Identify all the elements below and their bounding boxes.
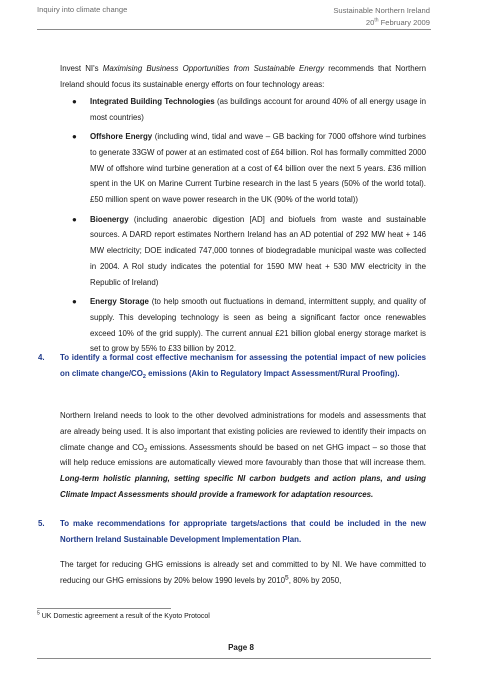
section-number: 5. xyxy=(38,519,45,528)
section-4-heading xyxy=(38,350,426,382)
footnote: $^5$ UK Domestic agreement a result of the Kyoto Protocol xyxy=(37,610,210,620)
intro-paragraph: Invest NI's Maximising Business Opportunities from Sustainable Energy recommends that Northern Ireland should focus its sustainable energy efforts on four technology areas: xyxy=(60,64,427,89)
header-organisation: Sustainable Northern Ireland xyxy=(333,6,430,15)
list-item: ● Offshore Energy (including wind, tidal and wave – GB backing for 7000 offshore wind turbines to generate 33GW of power at an estimated cost of £64 billion. RoI has formally committed 2000 MW of offshore wind turbine generation at a cost of €4 billion over the next 5 years. £36 million spent in the UK on Marine Current Turbine research in the last 5 years (50% of the world total). £50 million spent on wave power research in the UK (90% of the world total)) xyxy=(60,129,426,208)
emphasis-text: Long-term holistic planning, setting specific NI carbon budgets and action plans, and using Climate Impact Assessments should provide a framework for adaptation resources. xyxy=(60,474,426,499)
section-4-paragraph: Northern Ireland needs to look to the other devolved administrations for models and assessments that are already being used. It is also important that existing policies are reviewed to identify their impacts on climate change and $CO_2$ emissions. Assessments should be based on net GHG impact – so those that will help reduce emissions are automatically viewed more favourably than those that will increase them. Long-term holistic planning, setting specific NI carbon budgets and action plans, and using Climate Impact Assessments should provide a framework for adaptation resources. xyxy=(60,411,426,499)
list-item: ● Integrated Building Technologies (as buildings account for around 40% of all energy usage in most countries) xyxy=(60,94,426,126)
section-5-paragraph: The target for reducing GHG emissions is already set and committed to by NI. We have committed to reducing our GHG emissions by 20% below 1990 levels by 2010$^5$, 80% by 2050, xyxy=(60,560,426,585)
footnote-divider xyxy=(37,608,171,609)
bullet-icon: ● xyxy=(72,214,77,224)
bullet-icon: ● xyxy=(72,97,77,106)
section-5-heading xyxy=(38,516,426,548)
list-item: ● Bioenergy (including anaerobic digestion [AD] and biofuels from waste and sustainable sources. A DARD report estimates Northern Ireland has an AD potential of 292 MW heat + 146 MW electricity; DOE indicated 747,000 tonnes of biodegradable municipal waste was collected in 2004. A RoI study indicates the potential for 1590 MW heat + 530 MW electricity in the Republic of Ireland) xyxy=(60,212,426,291)
technology-list xyxy=(60,94,426,361)
header-right xyxy=(333,5,430,29)
section-title: To identify a formal cost effective mechanism for assessing the potential impact of new policies on climate change/$CO_2$ emissions (Akin to Regulatory Impact Assessment/Rural Proofing). xyxy=(60,353,426,380)
bullet-icon: ● xyxy=(72,132,77,142)
section-title: To make recommendations for appropriate targets/actions that could be included in the new Northern Ireland Sustainable Development Implementation Plan. xyxy=(60,519,426,544)
page-number: Page 8 xyxy=(228,643,254,652)
footnote-reference[interactable]: 5 xyxy=(285,574,289,582)
list-item: ● Energy Storage (to help smooth out fluctuations in demand, intermittent supply, and quality of supply. This developing technology is seen as being a significant factor once renewables exceed 10% of the grid supply). The current annual £21 billion global energy storage market is set to grow by 55% to £33 billion by 2012. xyxy=(60,294,426,357)
header-left: Inquiry into climate change xyxy=(37,5,128,14)
header-divider xyxy=(37,29,431,30)
header-date: 20th February 2009 xyxy=(365,17,430,27)
section-number: 4. xyxy=(38,353,45,362)
report-title: Maximising Business Opportunities from Sustainable Energy xyxy=(102,64,325,73)
footer-divider xyxy=(37,658,431,659)
bullet-icon: ● xyxy=(72,297,77,307)
